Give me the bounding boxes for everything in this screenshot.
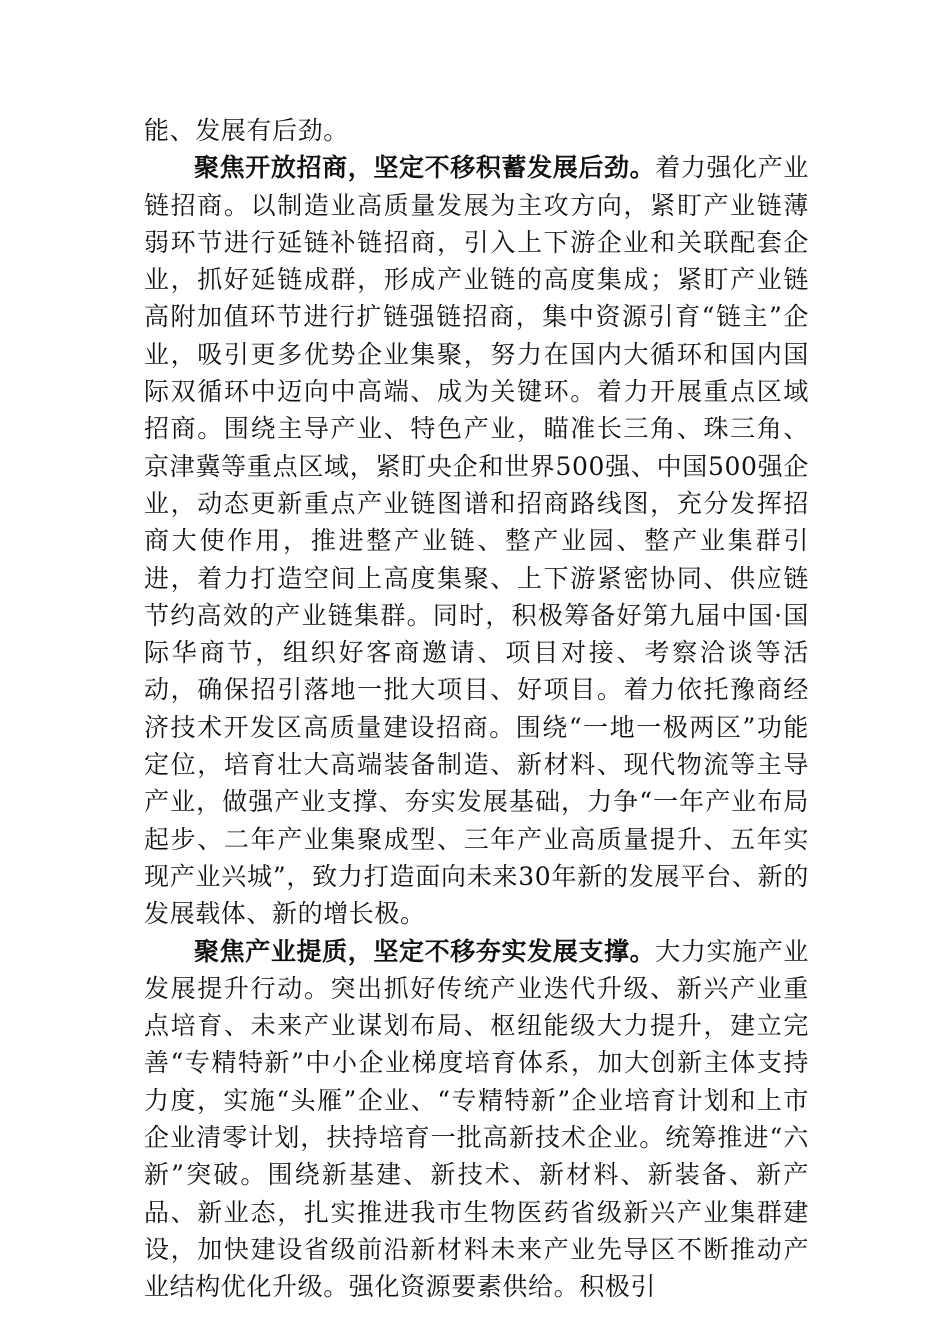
paragraph-heading: 聚焦产业提质，坚定不移夯实发展支撑。 bbox=[194, 936, 656, 966]
paragraph-text: 能、发展有后劲。 bbox=[144, 116, 349, 145]
paragraph-text: 着力强化产业链招商。以制造业高质量发展为主攻方向，紧盯产业链薄弱环节进行延链补链招商，引入上下游企业和关联配套企业，抓好延链成群，形成产业链的高度集成；紧盯产业链高附加值环节进行扩链强链招商，集中资源引育“链主”企业，吸引更多优势企业集聚，努力在国内大循环和国内国际双循环中迈向中高端、成为关键环。着力开展重点区域招商。围绕主导产业、特色产业，瞄准长三角、珠三角、京津冀等重点区域，紧盯央企和世界500强、中国500强企业，动态更新重点产业链图谱和招商路线图，充分发挥招商大使作用，推进整产业链、整产业园、整产业集群引进，着力打造空间上高度集聚、上下游紧密协同、供应链节约高效的产业链集群。同时，积极筹备好第九届中国·国际华商节，组织好客商邀请、项目对接、考察洽谈等活动，确保招引落地一批大项目、好项目。着力依托豫商经济技术开发区高质量建设招商。围绕“一地一极两区”功能定位，培育壮大高端装备制造、新材料、现代物流等主导产业，做强产业支撑、夯实发展基础，力争“一年产业布局起步、二年产业集聚成型、三年产业高质量提升、五年实现产业兴城”，致力打造面向未来30年新的发展平台、新的发展载体、新的增长极。 bbox=[144, 153, 809, 929]
paragraph-continuation bbox=[144, 112, 809, 149]
paragraph-investment bbox=[144, 149, 809, 932]
document-body bbox=[144, 112, 809, 1306]
paragraph-heading: 聚焦开放招商，坚定不移积蓄发展后劲。 bbox=[194, 153, 656, 183]
paragraph-text: 大力实施产业发展提升行动。突出抓好传统产业迭代升级、新兴产业重点培育、未来产业谋划布局、枢纽能级大力提升，建立完善“专精特新”中小企业梯度培育体系，加大创新主体支持力度，实施“头雁”企业、“专精特新”企业培育计划和上市企业清零计划，扶持培育一批高新技术企业。统筹推进“六新”突破。围绕新基建、新技术、新材料、新装备、新产品、新业态，扎实推进我市生物医药省级新兴产业集群建设，加快建设省级前沿新材料未来产业先导区不断推动产业结构优化升级。强化资源要素供给。积极引 bbox=[144, 936, 809, 1302]
paragraph-industry bbox=[144, 933, 809, 1306]
